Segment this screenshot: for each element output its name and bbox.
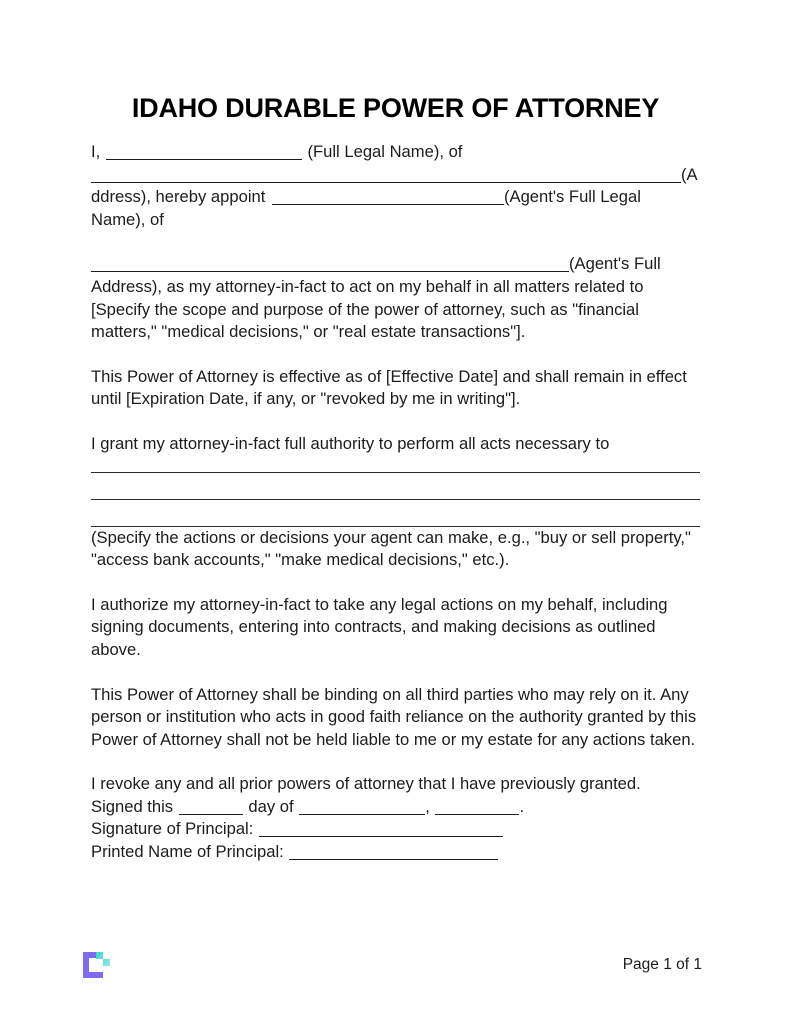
signed-month-blank[interactable]: [299, 800, 425, 815]
brand-logo-icon: [82, 950, 112, 980]
agent-address-blank[interactable]: [91, 257, 569, 272]
signed-this-label: Signed this: [91, 796, 174, 816]
page-number: Page 1 of 1: [622, 956, 702, 973]
day-of-label: day of: [248, 796, 294, 816]
name-of-label: Name), of: [91, 209, 164, 229]
brand-logo: [82, 950, 112, 980]
full-legal-name-label: (Full Legal Name), of: [307, 142, 463, 161]
paragraph-effective-dates: This Power of Attorney is effective as of [Effective Date] and shall remain in effect until [Expiration Date, if any, or "revoked by me in writing"].: [91, 366, 687, 409]
paragraph-authorize-legal-actions: I authorize my attorney-in-fact to take any legal actions on my behalf, including signing documents, entering into contracts, and making decisions as outlined above.: [91, 594, 668, 659]
period-label: .: [519, 796, 525, 816]
principal-name-blank[interactable]: [106, 145, 302, 160]
paragraph-principal-identification: [91, 141, 702, 231]
write-in-rule-2[interactable]: [91, 499, 700, 500]
hereby-appoint-label: ddress), hereby appoint: [91, 187, 266, 207]
address-suffix-label: (A: [681, 164, 698, 184]
paragraph-agent-address-scope: [91, 253, 702, 343]
printed-name-of-principal-blank[interactable]: [289, 845, 498, 860]
paragraph-binding-third-parties: This Power of Attorney shall be binding on all third parties who may rely on it. Any person or institution who acts in good faith reliance on the authority granted by this Power of Attorney shall not be held liable to me or my estate for any actions taken.: [91, 684, 697, 749]
comma-label: ,: [425, 796, 430, 816]
printed-name-of-principal-label: Printed Name of Principal:: [91, 842, 284, 862]
signature-block: [91, 796, 702, 864]
signed-day-blank[interactable]: [179, 800, 243, 815]
free-write-rules: [91, 472, 702, 527]
signature-of-principal-label: Signature of Principal:: [91, 819, 254, 839]
printed-name-of-principal-line: [91, 841, 702, 864]
agent-name-blank[interactable]: [272, 190, 504, 205]
paragraph-grant-authority: I grant my attorney-in-fact full authority to perform all acts necessary to: [91, 433, 610, 453]
signature-of-principal-blank[interactable]: [259, 822, 503, 837]
intro-i-label: I,: [91, 142, 101, 161]
page-title: IDAHO DURABLE POWER OF ATTORNEY: [131, 93, 660, 123]
agent-full-legal-name-label: (Agent's Full Legal: [503, 187, 641, 207]
document-body: [91, 141, 702, 864]
signed-date-line: [91, 796, 702, 819]
principal-address-blank[interactable]: [91, 168, 681, 183]
agent-full-suffix-label: (Agent's Full: [569, 254, 661, 274]
scope-body-text: Address), as my attorney-in-fact to act on my behalf in all matters related to [Specify the scope and purpose of the power of attorney, such as "financial matters," "medical decisions," or "real estate transactions"].: [91, 276, 644, 342]
paragraph-specify-actions: (Specify the actions or decisions your agent can make, e.g., "buy or sell property," "access bank accounts," "make medical decisions," etc.).: [91, 527, 691, 570]
signature-of-principal-line: [91, 818, 702, 841]
write-in-rule-1[interactable]: [91, 472, 700, 473]
signed-year-blank[interactable]: [435, 800, 519, 815]
paragraph-revocation: I revoke any and all prior powers of attorney that I have previously granted.: [91, 774, 641, 794]
